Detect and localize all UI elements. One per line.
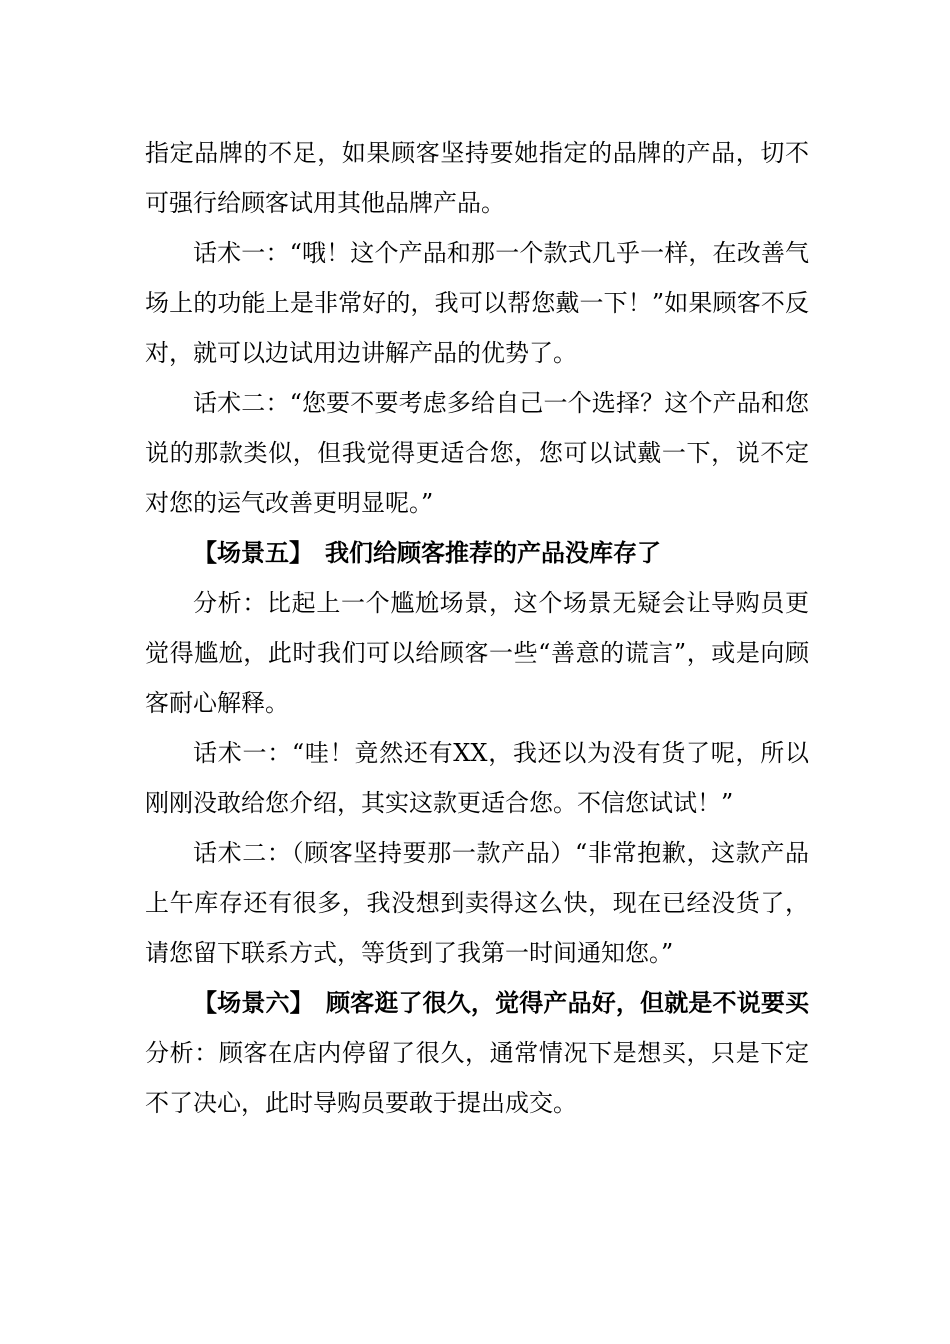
paragraph-script-one-a: 话术一：“哦！这个产品和那一个款式几乎一样，在改善气场上的功能上是非常好的，我可以帮您戴一下！”如果顾客不反对，就可以边试用边讲解产品的优势了。: [145, 239, 809, 367]
document-body: [145, 128, 809, 1128]
paragraph-script-one-b: 话术一：“哇！竟然还有XX，我还以为没有货了呢，所以刚刚没敢给您介绍，其实这款更适合您。不信您试试！”: [145, 739, 809, 817]
heading-scene-five-label: 【场景五】: [193, 539, 313, 567]
paragraph-scene-six: [145, 978, 809, 1128]
paragraph-brand-continuation: 指定品牌的不足，如果顾客坚持要她指定的品牌的产品，切不可强行给顾客试用其他品牌产品。: [145, 139, 809, 217]
heading-scene-five: [145, 528, 809, 578]
heading-scene-six-label: 【场景六】: [193, 989, 314, 1017]
paragraph-analysis-five: 分析：比起上一个尴尬场景，这个场景无疑会让导购员更觉得尴尬，此时我们可以给顾客一些“善意的谎言”，或是向顾客耐心解释。: [145, 589, 809, 717]
paragraph-script-two-b: 话术二：（顾客坚持要那一款产品）“非常抱歉，这款产品上午库存还有很多，我没想到卖得这么快，现在已经没货了，请您留下联系方式，等货到了我第一时间通知您。”: [145, 839, 809, 967]
paragraph-analysis-six: 分析：顾客在店内停留了很久，通常情况下是想买，只是下定不了决心，此时导购员要敢于提出成交。: [145, 1039, 809, 1117]
heading-scene-five-title: 我们给顾客推荐的产品没库存了: [325, 539, 661, 567]
paragraph-script-two-a: 话术二：“您要不要考虑多给自己一个选择？这个产品和您说的那款类似，但我觉得更适合您，您可以试戴一下，说不定对您的运气改善更明显呢。”: [145, 389, 809, 517]
heading-scene-six-title: 顾客逛了很久，觉得产品好，但就是不说要买: [325, 989, 810, 1017]
